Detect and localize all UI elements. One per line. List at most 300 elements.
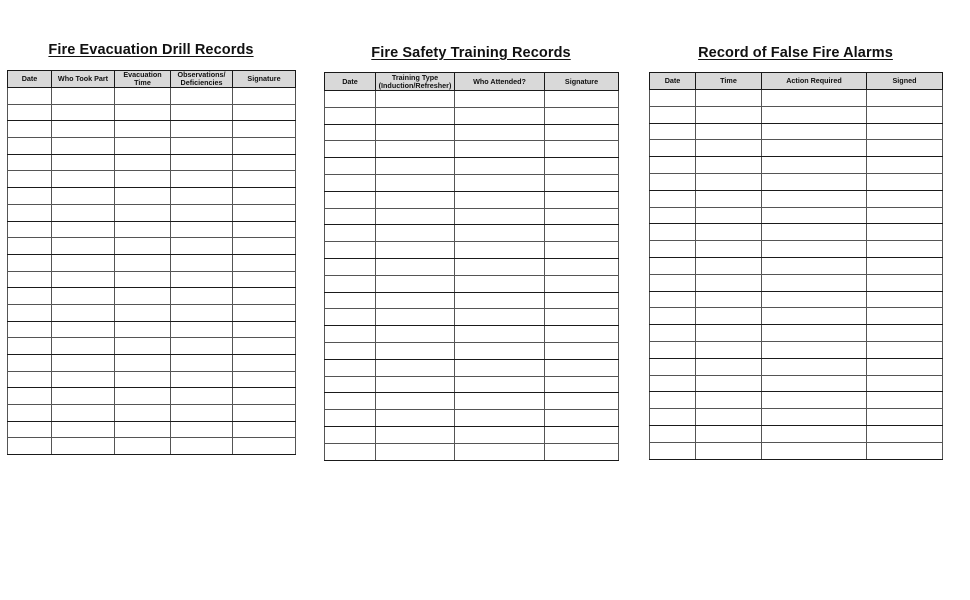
blank-entry-cell[interactable] <box>376 107 455 124</box>
blank-entry-cell[interactable] <box>867 157 943 174</box>
blank-entry-cell[interactable] <box>233 138 296 155</box>
blank-entry-cell[interactable] <box>171 204 233 221</box>
blank-entry-cell[interactable] <box>325 124 376 141</box>
blank-entry-cell[interactable] <box>52 88 115 105</box>
blank-entry-cell[interactable] <box>8 188 52 205</box>
blank-entry-cell[interactable] <box>8 138 52 155</box>
blank-entry-cell[interactable] <box>115 288 171 305</box>
blank-entry-cell[interactable] <box>455 410 545 427</box>
table-row <box>650 308 943 325</box>
blank-entry-cell[interactable] <box>325 191 376 208</box>
blank-entry-cell[interactable] <box>8 405 52 422</box>
blank-entry-cell[interactable] <box>455 393 545 410</box>
blank-entry-cell[interactable] <box>233 388 296 405</box>
blank-entry-cell[interactable] <box>8 221 52 238</box>
blank-entry-cell[interactable] <box>325 275 376 292</box>
blank-entry-cell[interactable] <box>455 242 545 259</box>
blank-entry-cell[interactable] <box>376 208 455 225</box>
blank-entry-cell[interactable] <box>867 90 943 107</box>
blank-entry-cell[interactable] <box>325 158 376 175</box>
blank-entry-cell[interactable] <box>762 106 867 123</box>
blank-entry-cell[interactable] <box>867 425 943 442</box>
blank-entry-cell[interactable] <box>545 275 619 292</box>
blank-entry-cell[interactable] <box>325 359 376 376</box>
table-row <box>8 271 296 288</box>
blank-entry-cell[interactable] <box>455 258 545 275</box>
blank-entry-cell[interactable] <box>762 123 867 140</box>
blank-entry-cell[interactable] <box>376 443 455 460</box>
blank-entry-cell[interactable] <box>52 188 115 205</box>
blank-entry-cell[interactable] <box>762 224 867 241</box>
blank-entry-cell[interactable] <box>115 238 171 255</box>
blank-entry-cell[interactable] <box>867 190 943 207</box>
blank-entry-cell[interactable] <box>171 338 233 355</box>
blank-entry-cell[interactable] <box>376 426 455 443</box>
blank-entry-cell[interactable] <box>696 274 762 291</box>
blank-entry-cell[interactable] <box>171 388 233 405</box>
blank-entry-cell[interactable] <box>233 438 296 455</box>
blank-entry-cell[interactable] <box>696 308 762 325</box>
blank-entry-cell[interactable] <box>8 388 52 405</box>
blank-entry-cell[interactable] <box>455 426 545 443</box>
blank-entry-cell[interactable] <box>171 371 233 388</box>
blank-entry-cell[interactable] <box>545 326 619 343</box>
blank-entry-cell[interactable] <box>233 371 296 388</box>
blank-entry-cell[interactable] <box>171 421 233 438</box>
blank-entry-cell[interactable] <box>115 421 171 438</box>
blank-entry-cell[interactable] <box>650 341 696 358</box>
blank-entry-cell[interactable] <box>867 106 943 123</box>
blank-entry-cell[interactable] <box>455 107 545 124</box>
blank-entry-cell[interactable] <box>376 309 455 326</box>
blank-entry-cell[interactable] <box>52 204 115 221</box>
blank-entry-cell[interactable] <box>325 326 376 343</box>
blank-entry-cell[interactable] <box>762 90 867 107</box>
blank-entry-cell[interactable] <box>867 241 943 258</box>
blank-entry-cell[interactable] <box>650 358 696 375</box>
table-row <box>325 292 619 309</box>
blank-entry-cell[interactable] <box>115 221 171 238</box>
blank-entry-cell[interactable] <box>325 242 376 259</box>
blank-entry-cell[interactable] <box>867 442 943 459</box>
blank-entry-cell[interactable] <box>115 338 171 355</box>
blank-entry-cell[interactable] <box>325 443 376 460</box>
blank-entry-cell[interactable] <box>455 91 545 108</box>
blank-entry-cell[interactable] <box>115 438 171 455</box>
blank-entry-cell[interactable] <box>455 174 545 191</box>
blank-entry-cell[interactable] <box>376 124 455 141</box>
blank-entry-cell[interactable] <box>696 325 762 342</box>
blank-entry-cell[interactable] <box>867 308 943 325</box>
table-row <box>8 288 296 305</box>
blank-entry-cell[interactable] <box>650 90 696 107</box>
blank-entry-cell[interactable] <box>8 288 52 305</box>
blank-entry-cell[interactable] <box>325 292 376 309</box>
blank-entry-cell[interactable] <box>52 138 115 155</box>
blank-entry-cell[interactable] <box>867 291 943 308</box>
blank-entry-cell[interactable] <box>867 224 943 241</box>
blank-entry-cell[interactable] <box>171 138 233 155</box>
blank-entry-cell[interactable] <box>171 254 233 271</box>
blank-entry-cell[interactable] <box>762 157 867 174</box>
blank-entry-cell[interactable] <box>696 140 762 157</box>
blank-entry-cell[interactable] <box>115 304 171 321</box>
blank-entry-cell[interactable] <box>696 241 762 258</box>
column-header-evacuation-time: Evacuation Time <box>115 71 171 88</box>
blank-entry-cell[interactable] <box>650 274 696 291</box>
blank-entry-cell[interactable] <box>171 121 233 138</box>
table-row <box>325 91 619 108</box>
blank-entry-cell[interactable] <box>867 173 943 190</box>
blank-entry-cell[interactable] <box>52 104 115 121</box>
blank-entry-cell[interactable] <box>325 410 376 427</box>
blank-entry-cell[interactable] <box>650 442 696 459</box>
blank-entry-cell[interactable] <box>696 257 762 274</box>
blank-entry-cell[interactable] <box>325 393 376 410</box>
blank-entry-cell[interactable] <box>455 124 545 141</box>
blank-entry-cell[interactable] <box>545 242 619 259</box>
blank-entry-cell[interactable] <box>52 388 115 405</box>
blank-entry-cell[interactable] <box>8 321 52 338</box>
blank-entry-cell[interactable] <box>650 257 696 274</box>
table-row <box>650 190 943 207</box>
blank-entry-cell[interactable] <box>762 375 867 392</box>
blank-entry-cell[interactable] <box>455 191 545 208</box>
blank-entry-cell[interactable] <box>762 325 867 342</box>
blank-entry-cell[interactable] <box>545 410 619 427</box>
blank-entry-cell[interactable] <box>545 359 619 376</box>
blank-entry-cell[interactable] <box>376 359 455 376</box>
blank-entry-cell[interactable] <box>233 88 296 105</box>
blank-entry-cell[interactable] <box>8 371 52 388</box>
blank-entry-cell[interactable] <box>115 405 171 422</box>
blank-entry-cell[interactable] <box>8 171 52 188</box>
blank-entry-cell[interactable] <box>8 304 52 321</box>
blank-entry-cell[interactable] <box>325 376 376 393</box>
blank-entry-cell[interactable] <box>8 271 52 288</box>
blank-entry-cell[interactable] <box>696 207 762 224</box>
blank-entry-cell[interactable] <box>115 388 171 405</box>
blank-entry-cell[interactable] <box>52 154 115 171</box>
blank-entry-cell[interactable] <box>650 425 696 442</box>
blank-entry-cell[interactable] <box>545 191 619 208</box>
blank-entry-cell[interactable] <box>325 426 376 443</box>
blank-entry-cell[interactable] <box>696 442 762 459</box>
blank-entry-cell[interactable] <box>376 242 455 259</box>
blank-entry-cell[interactable] <box>233 221 296 238</box>
blank-entry-cell[interactable] <box>233 304 296 321</box>
blank-entry-cell[interactable] <box>325 258 376 275</box>
blank-entry-cell[interactable] <box>650 392 696 409</box>
blank-entry-cell[interactable] <box>171 304 233 321</box>
blank-entry-cell[interactable] <box>455 359 545 376</box>
blank-entry-cell[interactable] <box>696 106 762 123</box>
blank-entry-cell[interactable] <box>115 271 171 288</box>
blank-entry-cell[interactable] <box>545 292 619 309</box>
blank-entry-cell[interactable] <box>52 421 115 438</box>
blank-entry-cell[interactable] <box>762 140 867 157</box>
blank-entry-cell[interactable] <box>171 221 233 238</box>
blank-entry-cell[interactable] <box>52 438 115 455</box>
blank-entry-cell[interactable] <box>52 405 115 422</box>
blank-entry-cell[interactable] <box>325 208 376 225</box>
blank-entry-cell[interactable] <box>233 254 296 271</box>
table-row <box>325 359 619 376</box>
blank-entry-cell[interactable] <box>8 438 52 455</box>
blank-entry-cell[interactable] <box>696 173 762 190</box>
blank-entry-cell[interactable] <box>762 392 867 409</box>
blank-entry-cell[interactable] <box>171 88 233 105</box>
blank-entry-cell[interactable] <box>650 409 696 426</box>
blank-entry-cell[interactable] <box>762 173 867 190</box>
blank-entry-cell[interactable] <box>233 421 296 438</box>
blank-entry-cell[interactable] <box>696 375 762 392</box>
blank-entry-cell[interactable] <box>762 207 867 224</box>
blank-entry-cell[interactable] <box>376 326 455 343</box>
blank-entry-cell[interactable] <box>545 426 619 443</box>
blank-entry-cell[interactable] <box>8 254 52 271</box>
blank-entry-cell[interactable] <box>171 171 233 188</box>
blank-entry-cell[interactable] <box>650 173 696 190</box>
blank-entry-cell[interactable] <box>171 154 233 171</box>
blank-entry-cell[interactable] <box>650 106 696 123</box>
blank-entry-cell[interactable] <box>233 355 296 372</box>
blank-entry-cell[interactable] <box>762 274 867 291</box>
blank-entry-cell[interactable] <box>376 342 455 359</box>
blank-entry-cell[interactable] <box>545 141 619 158</box>
blank-entry-cell[interactable] <box>52 121 115 138</box>
blank-entry-cell[interactable] <box>115 88 171 105</box>
blank-entry-cell[interactable] <box>171 288 233 305</box>
blank-entry-cell[interactable] <box>52 221 115 238</box>
blank-entry-cell[interactable] <box>696 190 762 207</box>
blank-entry-cell[interactable] <box>545 124 619 141</box>
blank-entry-cell[interactable] <box>171 321 233 338</box>
blank-entry-cell[interactable] <box>545 158 619 175</box>
blank-entry-cell[interactable] <box>650 325 696 342</box>
table-row <box>8 138 296 155</box>
blank-entry-cell[interactable] <box>545 443 619 460</box>
blank-entry-cell[interactable] <box>115 371 171 388</box>
blank-entry-cell[interactable] <box>455 342 545 359</box>
blank-entry-cell[interactable] <box>115 104 171 121</box>
blank-entry-cell[interactable] <box>867 392 943 409</box>
blank-entry-cell[interactable] <box>325 225 376 242</box>
blank-entry-cell[interactable] <box>696 425 762 442</box>
table-row <box>8 121 296 138</box>
blank-entry-cell[interactable] <box>650 308 696 325</box>
blank-entry-cell[interactable] <box>376 225 455 242</box>
blank-entry-cell[interactable] <box>696 341 762 358</box>
blank-entry-cell[interactable] <box>545 309 619 326</box>
blank-entry-cell[interactable] <box>171 188 233 205</box>
blank-entry-cell[interactable] <box>233 271 296 288</box>
blank-entry-cell[interactable] <box>696 358 762 375</box>
blank-entry-cell[interactable] <box>650 190 696 207</box>
blank-entry-cell[interactable] <box>545 107 619 124</box>
blank-entry-cell[interactable] <box>762 308 867 325</box>
blank-entry-cell[interactable] <box>696 409 762 426</box>
blank-entry-cell[interactable] <box>545 376 619 393</box>
blank-entry-cell[interactable] <box>8 338 52 355</box>
blank-entry-cell[interactable] <box>762 409 867 426</box>
blank-entry-cell[interactable] <box>650 123 696 140</box>
blank-entry-cell[interactable] <box>376 191 455 208</box>
blank-entry-cell[interactable] <box>233 238 296 255</box>
table-row <box>8 221 296 238</box>
table-row <box>8 338 296 355</box>
blank-entry-cell[interactable] <box>696 291 762 308</box>
blank-entry-cell[interactable] <box>171 104 233 121</box>
blank-entry-cell[interactable] <box>762 442 867 459</box>
blank-entry-cell[interactable] <box>376 376 455 393</box>
blank-entry-cell[interactable] <box>52 254 115 271</box>
blank-entry-cell[interactable] <box>867 375 943 392</box>
blank-entry-cell[interactable] <box>115 138 171 155</box>
blank-entry-cell[interactable] <box>376 91 455 108</box>
blank-entry-cell[interactable] <box>52 171 115 188</box>
blank-entry-cell[interactable] <box>115 121 171 138</box>
blank-entry-cell[interactable] <box>325 342 376 359</box>
blank-entry-cell[interactable] <box>376 275 455 292</box>
blank-entry-cell[interactable] <box>8 104 52 121</box>
blank-entry-cell[interactable] <box>867 140 943 157</box>
blank-entry-cell[interactable] <box>545 393 619 410</box>
blank-entry-cell[interactable] <box>115 204 171 221</box>
blank-entry-cell[interactable] <box>455 376 545 393</box>
blank-entry-cell[interactable] <box>233 321 296 338</box>
blank-entry-cell[interactable] <box>545 174 619 191</box>
blank-entry-cell[interactable] <box>545 208 619 225</box>
blank-entry-cell[interactable] <box>325 141 376 158</box>
blank-entry-cell[interactable] <box>8 204 52 221</box>
blank-entry-cell[interactable] <box>8 421 52 438</box>
blank-entry-cell[interactable] <box>8 355 52 372</box>
blank-entry-cell[interactable] <box>762 190 867 207</box>
blank-entry-cell[interactable] <box>867 409 943 426</box>
blank-entry-cell[interactable] <box>696 224 762 241</box>
blank-entry-cell[interactable] <box>376 393 455 410</box>
blank-entry-cell[interactable] <box>376 174 455 191</box>
blank-entry-cell[interactable] <box>115 355 171 372</box>
blank-entry-cell[interactable] <box>233 204 296 221</box>
blank-entry-cell[interactable] <box>52 288 115 305</box>
table-row <box>8 421 296 438</box>
blank-entry-cell[interactable] <box>8 154 52 171</box>
blank-entry-cell[interactable] <box>376 410 455 427</box>
blank-entry-cell[interactable] <box>52 304 115 321</box>
blank-entry-cell[interactable] <box>115 171 171 188</box>
blank-entry-cell[interactable] <box>696 392 762 409</box>
table-row <box>325 124 619 141</box>
blank-entry-cell[interactable] <box>455 292 545 309</box>
blank-entry-cell[interactable] <box>233 171 296 188</box>
blank-entry-cell[interactable] <box>650 241 696 258</box>
blank-entry-cell[interactable] <box>762 291 867 308</box>
blank-entry-cell[interactable] <box>52 355 115 372</box>
blank-entry-cell[interactable] <box>696 157 762 174</box>
blank-entry-cell[interactable] <box>545 225 619 242</box>
blank-entry-cell[interactable] <box>115 321 171 338</box>
blank-entry-cell[interactable] <box>325 107 376 124</box>
blank-entry-cell[interactable] <box>325 91 376 108</box>
blank-entry-cell[interactable] <box>233 338 296 355</box>
blank-entry-cell[interactable] <box>696 123 762 140</box>
blank-entry-cell[interactable] <box>455 309 545 326</box>
blank-entry-cell[interactable] <box>115 188 171 205</box>
blank-entry-cell[interactable] <box>867 123 943 140</box>
blank-entry-cell[interactable] <box>233 188 296 205</box>
blank-entry-cell[interactable] <box>8 121 52 138</box>
blank-entry-cell[interactable] <box>545 258 619 275</box>
blank-entry-cell[interactable] <box>233 121 296 138</box>
blank-entry-cell[interactable] <box>867 358 943 375</box>
blank-entry-cell[interactable] <box>867 341 943 358</box>
blank-entry-cell[interactable] <box>455 443 545 460</box>
blank-entry-cell[interactable] <box>376 141 455 158</box>
blank-entry-cell[interactable] <box>762 241 867 258</box>
blank-entry-cell[interactable] <box>762 358 867 375</box>
blank-entry-cell[interactable] <box>233 405 296 422</box>
blank-entry-cell[interactable] <box>455 225 545 242</box>
blank-entry-cell[interactable] <box>376 258 455 275</box>
blank-entry-cell[interactable] <box>233 104 296 121</box>
blank-entry-cell[interactable] <box>115 254 171 271</box>
blank-entry-cell[interactable] <box>52 238 115 255</box>
blank-entry-cell[interactable] <box>650 207 696 224</box>
blank-entry-cell[interactable] <box>8 88 52 105</box>
blank-entry-cell[interactable] <box>762 425 867 442</box>
blank-entry-cell[interactable] <box>115 154 171 171</box>
blank-entry-cell[interactable] <box>52 321 115 338</box>
blank-entry-cell[interactable] <box>455 208 545 225</box>
blank-entry-cell[interactable] <box>171 438 233 455</box>
blank-entry-cell[interactable] <box>8 238 52 255</box>
blank-entry-cell[interactable] <box>325 174 376 191</box>
blank-entry-cell[interactable] <box>171 238 233 255</box>
blank-entry-cell[interactable] <box>455 141 545 158</box>
blank-entry-cell[interactable] <box>233 154 296 171</box>
blank-entry-cell[interactable] <box>171 355 233 372</box>
blank-entry-cell[interactable] <box>545 91 619 108</box>
blank-entry-cell[interactable] <box>52 271 115 288</box>
blank-entry-cell[interactable] <box>171 405 233 422</box>
blank-entry-cell[interactable] <box>52 338 115 355</box>
blank-entry-cell[interactable] <box>867 274 943 291</box>
blank-entry-cell[interactable] <box>650 157 696 174</box>
blank-entry-cell[interactable] <box>376 158 455 175</box>
blank-entry-cell[interactable] <box>455 158 545 175</box>
blank-entry-cell[interactable] <box>233 288 296 305</box>
blank-entry-cell[interactable] <box>455 275 545 292</box>
blank-entry-cell[interactable] <box>376 292 455 309</box>
blank-entry-cell[interactable] <box>650 291 696 308</box>
blank-entry-cell[interactable] <box>650 375 696 392</box>
blank-entry-cell[interactable] <box>545 342 619 359</box>
blank-entry-cell[interactable] <box>650 224 696 241</box>
blank-entry-cell[interactable] <box>762 257 867 274</box>
blank-entry-cell[interactable] <box>867 207 943 224</box>
blank-entry-cell[interactable] <box>171 271 233 288</box>
blank-entry-cell[interactable] <box>762 341 867 358</box>
blank-entry-cell[interactable] <box>696 90 762 107</box>
blank-entry-cell[interactable] <box>650 140 696 157</box>
blank-entry-cell[interactable] <box>325 309 376 326</box>
blank-entry-cell[interactable] <box>867 325 943 342</box>
blank-entry-cell[interactable] <box>52 371 115 388</box>
blank-entry-cell[interactable] <box>455 326 545 343</box>
blank-entry-cell[interactable] <box>867 257 943 274</box>
